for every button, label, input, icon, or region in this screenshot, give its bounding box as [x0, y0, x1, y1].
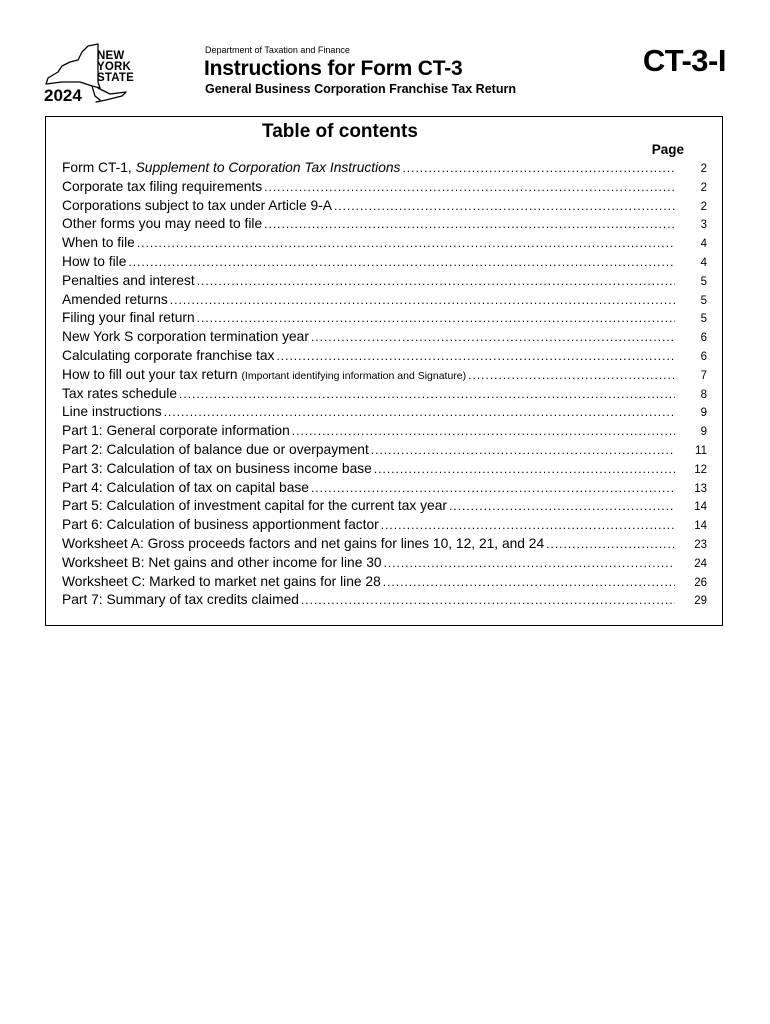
- toc-entry[interactable]: [62, 254, 707, 273]
- toc-entry-label: How to fill out your tax return (Important identifying information and Signature): [62, 366, 467, 382]
- toc-entry[interactable]: [62, 216, 707, 235]
- toc-entry-label: How to file: [62, 253, 127, 269]
- toc-leader-dots: [128, 255, 675, 269]
- toc-leader-dots: [384, 556, 675, 570]
- toc-entry-page: 6: [700, 332, 707, 345]
- toc-entry-label: Tax rates schedule: [62, 385, 178, 401]
- toc-entry-page: 24: [694, 557, 707, 570]
- toc-leader-dots: [374, 462, 675, 476]
- toc-leader-dots: [546, 537, 675, 551]
- toc-entry[interactable]: [62, 480, 707, 499]
- toc-leader-dots: [311, 481, 675, 495]
- toc-entry-page: 13: [694, 482, 707, 495]
- toc-leader-dots: [179, 387, 675, 401]
- toc-entry[interactable]: [62, 442, 707, 461]
- logo-year: 2024: [44, 86, 82, 105]
- toc-leader-dots: [264, 217, 675, 231]
- toc-entry-page: 5: [700, 313, 707, 326]
- toc-entry-label: Part 5: Calculation of investment capital for the current tax year: [62, 498, 447, 514]
- toc-entry-page: 5: [700, 275, 707, 288]
- toc-entry-page: 2: [700, 181, 707, 194]
- toc-entry-label: Worksheet C: Marked to market net gains for line 28: [62, 573, 381, 589]
- toc-entry[interactable]: [62, 536, 707, 555]
- toc-entry-label: Amended returns: [62, 291, 168, 307]
- toc-entry[interactable]: [62, 235, 707, 254]
- toc-leader-dots: [383, 575, 675, 589]
- page-title: Instructions for Form CT-3: [204, 57, 463, 80]
- toc-leader-dots: [276, 349, 675, 363]
- department-name: Department of Taxation and Finance: [205, 45, 350, 55]
- toc-page-header: Page: [651, 142, 684, 157]
- toc-entry-label: Part 4: Calculation of tax on capital base: [62, 479, 309, 495]
- toc-entry[interactable]: [62, 461, 707, 480]
- toc-entry-label: Part 2: Calculation of balance due or overpayment: [62, 441, 369, 457]
- toc-leader-dots: [381, 518, 675, 532]
- toc-entry-page: 12: [694, 463, 707, 476]
- toc-entry-page: 23: [694, 538, 707, 551]
- toc-entry[interactable]: [62, 404, 707, 423]
- toc-entry-label: Penalties and interest: [62, 272, 195, 288]
- form-code: CT-3-I: [642, 43, 726, 78]
- toc-leader-dots: [468, 368, 675, 382]
- toc-entry-page: 2: [700, 200, 707, 213]
- toc-leader-dots: [264, 180, 675, 194]
- toc-entry[interactable]: [62, 367, 707, 386]
- toc-entry-label: Part 3: Calculation of tax on business income base: [62, 460, 372, 476]
- toc-entry-page: 6: [700, 350, 707, 363]
- toc-entry-label: Part 6: Calculation of business apportionment factor: [62, 517, 379, 533]
- toc-leader-dots: [371, 443, 675, 457]
- toc-entry-label: Part 7: Summary of tax credits claimed: [62, 592, 299, 608]
- toc-entry[interactable]: [62, 517, 707, 536]
- toc-entry-label: Line instructions: [62, 404, 162, 420]
- toc-entry[interactable]: [62, 329, 707, 348]
- toc-entry[interactable]: [62, 574, 707, 593]
- toc-entry[interactable]: [62, 198, 707, 217]
- toc-entry-label: Corporations subject to tax under Article 9-A: [62, 197, 332, 213]
- toc-entry-page: 3: [700, 219, 707, 232]
- toc-heading: Table of contents: [262, 121, 418, 142]
- toc-leader-dots: [170, 293, 675, 307]
- logo-state-text: NEW YORK STATE: [97, 50, 134, 84]
- toc-entry-label: Worksheet B: Net gains and other income for line 30: [62, 554, 382, 570]
- toc-entry-page: 2: [700, 163, 707, 175]
- toc-entry-label: New York S corporation termination year: [62, 329, 309, 345]
- toc-entry-page: 5: [700, 294, 707, 307]
- toc-entry-page: 8: [700, 388, 707, 401]
- toc-entry-page: 14: [694, 501, 707, 514]
- toc-leader-dots: [449, 499, 675, 513]
- toc-entry-label: Filing your final return: [62, 310, 195, 326]
- toc-leader-dots: [197, 274, 675, 288]
- toc-list: [62, 160, 707, 611]
- toc-entry-page: 29: [694, 595, 707, 608]
- toc-entry[interactable]: [62, 555, 707, 574]
- toc-entry-page: 4: [700, 238, 707, 251]
- toc-entry-label: Calculating corporate franchise tax: [62, 347, 275, 363]
- toc-leader-dots: [197, 311, 675, 325]
- toc-entry-label: Other forms you may need to file: [62, 216, 263, 232]
- toc-leader-dots: [137, 236, 675, 250]
- toc-entry[interactable]: [62, 160, 707, 179]
- toc-leader-dots: [164, 405, 675, 419]
- toc-entry-label: Part 1: General corporate information: [62, 423, 290, 439]
- toc-entry-page: 9: [700, 407, 707, 420]
- toc-entry[interactable]: [62, 310, 707, 329]
- toc-entry-page: 4: [700, 256, 707, 269]
- toc-entry-label: Form CT-1, Supplement to Corporation Tax Instructions: [62, 160, 401, 175]
- toc-entry[interactable]: [62, 423, 707, 442]
- toc-entry[interactable]: [62, 498, 707, 517]
- nys-logo: [40, 42, 150, 106]
- toc-entry-page: 7: [700, 369, 707, 382]
- toc-entry[interactable]: [62, 273, 707, 292]
- toc-entry-page: 11: [695, 444, 707, 457]
- toc-entry[interactable]: [62, 348, 707, 367]
- toc-leader-dots: [301, 593, 675, 607]
- page-subtitle: General Business Corporation Franchise Tax Return: [205, 82, 516, 96]
- toc-entry-label: Worksheet A: Gross proceeds factors and net gains for lines 10, 12, 21, and 24: [62, 535, 545, 551]
- toc-leader-dots: [311, 330, 675, 344]
- toc-entry-label: Corporate tax filing requirements: [62, 178, 263, 194]
- toc-leader-dots: [334, 199, 675, 213]
- toc-leader-dots: [292, 424, 675, 438]
- toc-entry-page: 14: [694, 520, 707, 533]
- toc-entry-page: 9: [700, 426, 707, 439]
- toc-entry-label: When to file: [62, 235, 135, 251]
- toc-entry-page: 26: [694, 576, 707, 589]
- table-of-contents: [45, 116, 723, 626]
- toc-leader-dots: [402, 161, 675, 175]
- toc-entry[interactable]: [62, 592, 707, 611]
- toc-entry[interactable]: [62, 386, 707, 405]
- toc-entry[interactable]: [62, 292, 707, 311]
- toc-entry[interactable]: [62, 179, 707, 198]
